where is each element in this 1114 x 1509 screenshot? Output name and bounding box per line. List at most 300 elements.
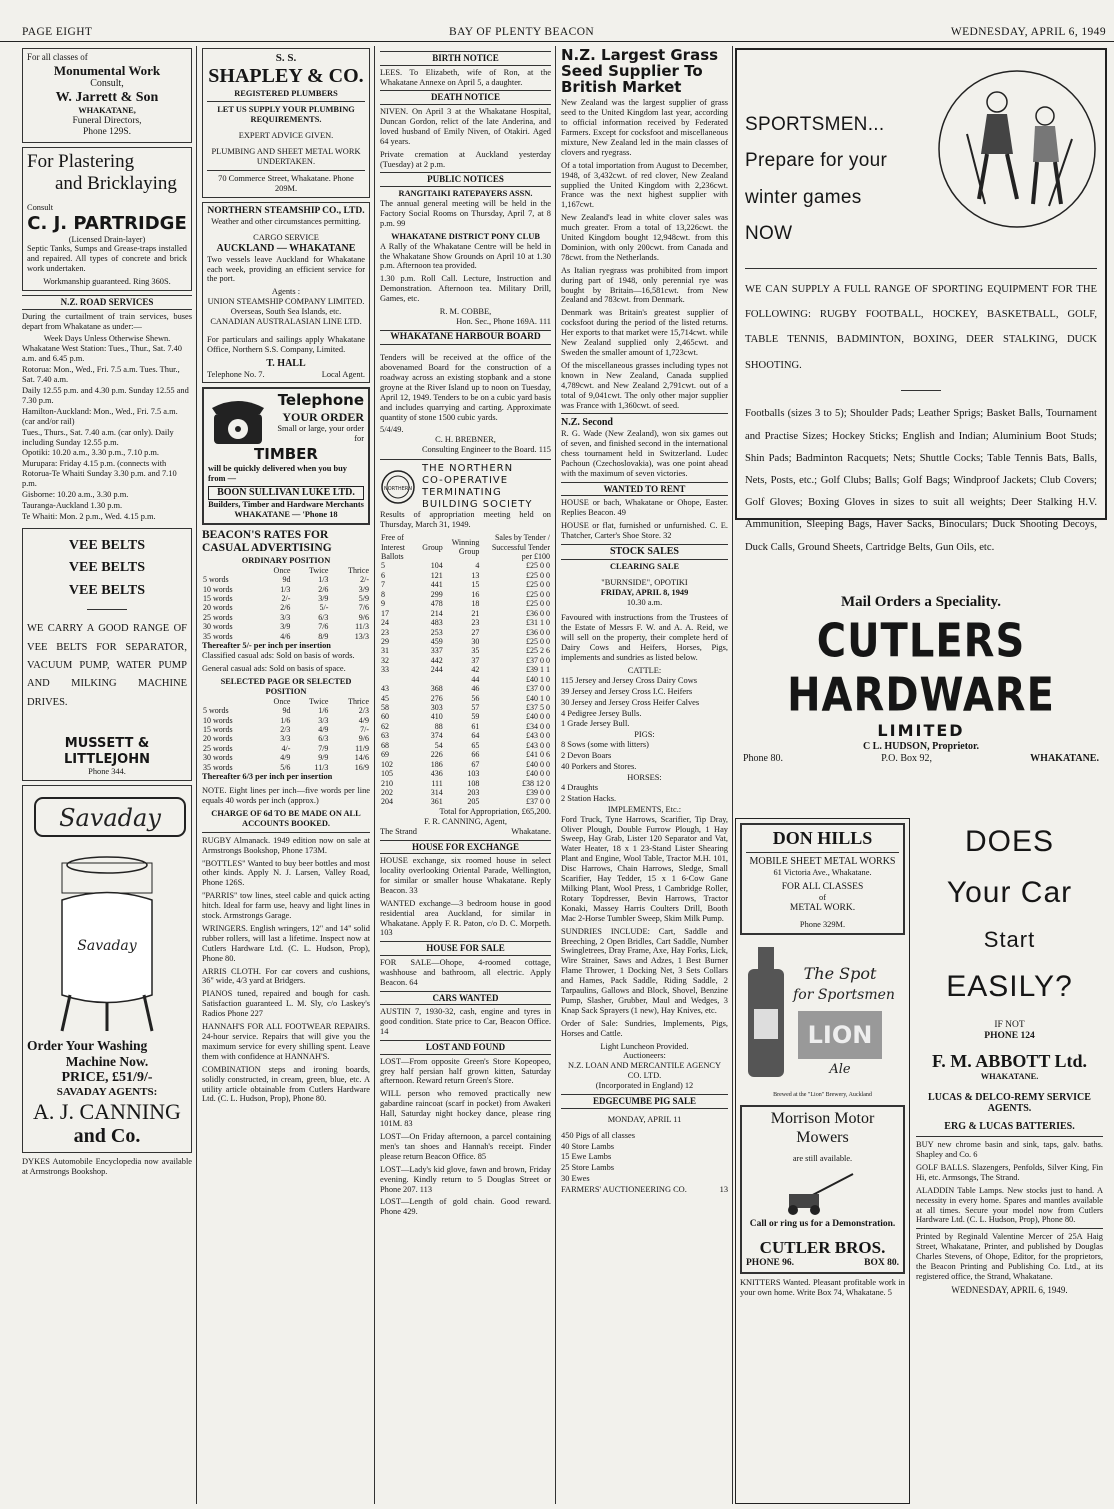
article-paragraph: As Italian ryegrass was prohibited from import during part of 1948, only perennial rye was bought by Britain—16,581cwt. from New Zealand and 783cwt. from Denmark. <box>561 265 728 305</box>
rates-row <box>202 725 370 734</box>
savaday-ad <box>22 785 192 1153</box>
classified-ad: HOUSE exchange, six roomed house in select locality overlooking Oriental Parade, Wellington, for similar or smaller house Whakatane. Reply Beacon. 33 <box>380 856 551 895</box>
rates-row <box>202 706 370 715</box>
table-cell: 57 <box>471 703 480 712</box>
issue-date: WEDNESDAY, APRIL 6, 1949 <box>950 26 1106 38</box>
table-cell: 60 <box>381 712 389 722</box>
table-cell: 442 <box>430 655 443 665</box>
rates-note: Thereafter 5/- per inch per insertion <box>202 641 331 651</box>
classified-ad: WRINGERS. English wringers, 12" and 14" solid rubber rollers, will last a lifetime. Inspect now at Cutlers Hardware Ltd. (C. L. Hudson, Prop), Phone 80. <box>202 923 370 963</box>
table-cell: £37 5 0 <box>526 703 550 712</box>
section-title: CARS WANTED <box>380 991 551 1006</box>
appropriation-row <box>380 637 551 646</box>
ad-text: Workmanship guaranteed. Ring 360S. <box>43 277 171 287</box>
table-cell: £37 0 0 <box>526 655 550 665</box>
table-cell: 2/3 <box>358 706 369 716</box>
table-cell: 29 <box>381 636 389 646</box>
divider <box>916 1228 1103 1229</box>
appropriation-row <box>380 741 551 750</box>
ad-firm: CUTLERS HARDWARE <box>787 614 1055 722</box>
article-paragraph: New Zealand was the largest supplier of grass seed to the United Kingdom last year, according to official information received by Federated Farmers. Except for cocksfoot and miscellaneous mixture, New Zealand led in the main classes of clovers and ryegrass. <box>561 98 728 157</box>
table-cell: 61 <box>471 721 480 731</box>
printer-imprint: Printed by Reginald Valentine Mercer of 25A Haig Street, Whakatane, Printer, and published by Douglas Charles Stevens, of Ohope, Editor, for the proprietors, the Beacon Printing and Publishing Co. Ltd., at its registered office, the Strand, Whakatane. <box>916 1232 1103 1281</box>
rates-note: Classified casual ads: Sold on basis of words. <box>202 651 355 661</box>
table-cell: 15 words <box>203 724 233 734</box>
classified-ad: KNITTERS Wanted. Pleasant profitable work in your own home. Write Box 74, Whakatane. 5 <box>740 1278 905 1298</box>
article-paragraph: Denmark was Britain's greatest supplier of cocksfoot during the period of the listed returns. Her exports to that market were 15,714cwt. while New Zealand supplied only 2,465cwt. and Sweden the smaller amount of 1,723cwt. <box>561 308 728 357</box>
rates-row <box>202 753 370 762</box>
ad-heading: AUCKLAND — WHAKATANE <box>216 242 356 254</box>
table-cell: 25 words <box>203 612 233 622</box>
ad-address: BOX 80. <box>864 1258 899 1269</box>
ad-text: WE CAN SUPPLY A FULL RANGE OF SPORTING EQUIPMENT FOR THE FOLLOWING: RUGBY FOOTBALL, HOCKEY, BASKETBALL, GOLF, TABLE TENNIS, BADMINTON, BOXING, DEER STALKING, DUCK SHOOTING. <box>745 283 1097 371</box>
sale-lot: 8 Sows (some with litters) <box>561 740 649 750</box>
sale-lot: 4 Pedigree Jersey Bulls. <box>561 708 642 718</box>
classified-list <box>916 1140 1103 1225</box>
timetable-line: Tauranga-Auckland 1.30 p.m. <box>22 500 123 510</box>
table-cell: 37 <box>471 655 480 665</box>
table-cell: 58 <box>381 703 389 712</box>
section-title: WANTED TO RENT <box>561 482 728 497</box>
sale-category: CATTLE: <box>627 665 662 675</box>
table-cell: 214 <box>430 608 443 618</box>
divider <box>202 832 370 833</box>
monumental-ad <box>22 48 192 143</box>
table-cell: 202 <box>381 787 393 797</box>
table-cell: 5 words <box>203 706 229 716</box>
table-cell: 5 <box>381 561 385 571</box>
table-cell: £36 0 0 <box>526 608 550 618</box>
table-cell: 20 words <box>203 734 233 744</box>
table-cell: 65 <box>471 740 480 750</box>
table-cell: 30 <box>471 636 480 646</box>
table-cell: 67 <box>471 759 480 769</box>
mowers-contact <box>746 1258 899 1269</box>
table-header-cell: Thrice <box>348 565 369 575</box>
table-cell: 204 <box>381 797 393 807</box>
table-cell: 7/6 <box>318 622 329 632</box>
appropriation-row <box>380 731 551 740</box>
appropriation-row <box>380 609 551 618</box>
notice-signature: Hon. Sec., Phone 169A. 111 <box>456 316 551 326</box>
column-7 <box>912 808 1107 1504</box>
table-header-row <box>202 697 370 706</box>
sale-lot: 39 Jersey and Jersey Cross I.C. Heifers <box>561 686 693 696</box>
ad-heading: winter games <box>745 186 862 208</box>
rates-row <box>202 716 370 725</box>
sale-lot: 4 Draughts <box>561 782 598 792</box>
table-cell: £37 0 0 <box>526 797 550 807</box>
timetable-line: Te Whaiti: Mon. 2 p.m., Wed. 4.15 p.m. <box>22 511 156 521</box>
table-cell: £40 1 0 <box>526 674 550 684</box>
table-header-cell: Twice <box>309 565 329 575</box>
hockey-players-illustration <box>937 54 1097 244</box>
table-header-cell: Thrice <box>348 696 369 706</box>
section-title: N.Z. ROAD SERVICES <box>22 295 192 310</box>
sale-heading: CLEARING SALE <box>609 561 680 571</box>
timber-ad-text <box>272 392 364 446</box>
appropriation-row <box>380 675 551 684</box>
table-cell: 4/9 <box>358 715 369 725</box>
table-cell: 63 <box>381 731 389 741</box>
auctioneer-name: FARMERS' AUCTIONEERING CO. <box>561 1185 687 1195</box>
timetable-line: Tues., Thurs., Sat. 7.40 a.m. (car only). Daily including Sunday 12.55 p.m. <box>22 427 174 447</box>
ad-heading: Your Car <box>946 876 1073 910</box>
society-name <box>422 463 532 510</box>
table-cell: 276 <box>430 693 443 703</box>
ad-text: UNION STEAMSHIP COMPANY LIMITED. <box>207 297 365 307</box>
article-paragraph: New Zealand's lead in white clover sales was much greater. From a total of 13,226cwt. the United Kingdom bought 12,948cwt. from this Dominion, with only 200cwt. from Canada and 78cwt. from the Netherlands. <box>561 213 728 262</box>
appropriation-row <box>380 665 551 674</box>
ad-number: 13 <box>719 1185 728 1195</box>
ad-text: CARGO SERVICE <box>253 232 319 242</box>
society-name-line: BUILDING SOCIETY <box>422 498 533 510</box>
appropriation-row <box>380 712 551 721</box>
ad-text: S. S. <box>275 52 297 64</box>
ad-text: PLUMBING AND SHEET METAL WORK UNDERTAKEN. <box>211 147 361 167</box>
classified-ad: GOLF BALLS. Slazengers, Penfolds, Silver King, Fin Hi, etc. Armsongs, The Strand. <box>916 1162 1103 1182</box>
rates-note: CHARGE OF 6d TO BE MADE ON ALL ACCOUNTS BOOKED. <box>211 808 361 828</box>
appropriation-row <box>380 561 551 570</box>
sports-ad-slogan <box>745 54 887 260</box>
rates-row <box>202 585 370 594</box>
ad-phone: Phone 344. <box>88 766 126 776</box>
table-cell: 203 <box>467 787 480 797</box>
ad-firm: A. J. CANNING <box>33 1099 181 1125</box>
table-cell: 7/6 <box>358 603 369 613</box>
table-cell: 13/3 <box>354 631 369 641</box>
sale-text: Order of Sale: Sundries, Implements, Pigs, Horses and Cattle. <box>561 1018 728 1038</box>
table-cell: 18 <box>471 599 480 609</box>
ad-heading: NOW <box>745 223 793 245</box>
notice-text: Tenders will be received at the office of the abovenamed Board for the construction of a roadway across an existing stopbank and a stone groyne at the River Island up to noon on Tuesday, April 12, 1949. Tenders to be on a cubic yard basis and includes quarrying and carting. Approximate quantity of stone 1500 cubic yards. <box>380 353 551 422</box>
masthead: BAY OF PLENTY BEACON <box>449 26 595 38</box>
ad-text: LUCAS & DELCO-REMY SERVICE AGENTS. <box>928 1091 1091 1115</box>
ad-heading: Start <box>983 926 1036 952</box>
ad-text: C L. HUDSON, Proprietor. <box>862 740 980 752</box>
classified-ad: LOST—Lady's kid glove, fawn and brown, Friday evening. Kindly return to 5 Douglas Street or Phone 207. 113 <box>380 1164 551 1194</box>
rates-note: NOTE. Eight lines per inch—five words per line equals 40 words per inch (approx.) <box>202 786 370 805</box>
table-cell: £25 0 0 <box>526 580 550 590</box>
classified-ad: LOST—From opposite Green's Store Kopeopeo, grey half persian half grown kitten, Saturday afternoon. Reward return Green's Store. <box>380 1056 551 1086</box>
table-cell: 108 <box>467 778 480 788</box>
ad-text: REGISTERED PLUMBERS <box>234 88 338 98</box>
table-cell: 121 <box>430 570 443 580</box>
divider <box>916 1136 1103 1137</box>
table-cell: £36 0 0 <box>526 627 550 637</box>
sale-date: FRIDAY, APRIL 8, 1949 <box>600 587 689 597</box>
ad-heading: VEE BELTS <box>68 537 146 553</box>
timetable-line: Opotiki: 10.20 a.m., 3.30 p.m., 7.10 p.m. <box>22 448 160 458</box>
ad-heading: For Plastering <box>27 150 135 172</box>
classified-list <box>202 836 370 1105</box>
table-cell: 3/3 <box>280 734 291 744</box>
table-cell: 4/9 <box>318 724 329 734</box>
ad-firm: NORTHERN STEAMSHIP CO., LTD. <box>207 205 365 216</box>
table-cell: 11/9 <box>355 743 369 753</box>
classified-ad: DYKES Automobile Encyclopedia now available at Armstrongs Bookshop. <box>22 1156 192 1176</box>
sports-ad-top <box>745 54 1097 260</box>
rates-note: General casual ads: Sold on basis of space. <box>202 663 346 673</box>
ad-firm: SHAPLEY & CO. <box>208 64 364 87</box>
appropriation-row <box>380 571 551 580</box>
timber-ad-top <box>208 392 364 446</box>
ad-heading: EASILY? <box>946 969 1073 1003</box>
shapley-ad <box>202 48 370 198</box>
ad-agent: T. HALL <box>266 357 306 369</box>
table-header-cell: Once <box>273 565 291 575</box>
table-cell: 25 words <box>203 743 233 753</box>
table-header-cell: Once <box>273 696 291 706</box>
table-cell: 30 words <box>203 753 233 763</box>
table-cell: 361 <box>430 797 443 807</box>
table-cell: £38 12 0 <box>522 778 550 788</box>
rates-row <box>202 734 370 743</box>
lion-ale-ad <box>740 939 905 1089</box>
notice-signature: Consulting Engineer to the Board. 115 <box>421 445 551 455</box>
table-cell: £40 0 0 <box>526 712 550 722</box>
table-cell: 5/9 <box>358 593 369 603</box>
page-header <box>0 0 1114 42</box>
table-cell: 10 words <box>203 715 233 725</box>
page-number: PAGE EIGHT <box>22 26 93 38</box>
notice-text: NIVEN. On April 3 at the Whakatane Hospital, Duncan Gordon, relict of the late Anderina, and loved husband of Emily Niven, of Otakiri. Aged 64 years. <box>380 107 551 146</box>
ad-town: WHAKATANE. <box>1030 752 1099 764</box>
section-title: BIRTH NOTICE <box>380 51 551 66</box>
plastering-ad <box>22 147 192 291</box>
classified-ad: BUY new chrome basin and sink, taps, galv. baths. Shapley and Co. 6 <box>916 1140 1103 1159</box>
appropriation-row <box>380 779 551 788</box>
rates-row <box>202 575 370 584</box>
ad-text: ERG & LUCAS BATTERIES. <box>944 1121 1075 1133</box>
table-cell: 111 <box>431 778 443 788</box>
ad-text: are still available. <box>792 1153 853 1163</box>
auctioneer-name: N.Z. LOAN AND MERCANTILE AGENCY CO. LTD. <box>567 1061 722 1081</box>
divider <box>745 268 1097 269</box>
table-cell: 483 <box>430 618 443 628</box>
classified-ad: WANTED exchange—3 bedroom house in good residential area Auckland, for similar in Whakatane. Apply F. R. Paton, c/o D. C. Morpeth. 103 <box>380 898 551 938</box>
timetable-line: Hamilton-Auckland: Mon., Wed., Fri. 7.5 a.m. (car and/or rail) <box>22 406 178 426</box>
lion-label: LION <box>807 1021 873 1050</box>
advertising-rates <box>202 529 370 829</box>
table-header-cell <box>202 697 258 706</box>
table-cell: £31 1 0 <box>526 618 550 628</box>
savaday-logo-text: Savaday <box>59 803 161 832</box>
table-header-cell: Winning Group <box>451 537 480 557</box>
table-cell: 105 <box>381 769 393 779</box>
ad-address: P.O. Box 92, <box>881 752 933 764</box>
table-cell: £39 0 0 <box>526 787 550 797</box>
sale-category: HORSES: <box>627 773 662 783</box>
notice-text: LEES. To Elizabeth, wife of Ron, at the Whakatane Annexe on April 5, a daughter. <box>380 67 551 87</box>
table-cell: 59 <box>471 712 480 722</box>
table-cell: 2/6 <box>280 603 291 613</box>
ad-heading: SPORTSMEN... <box>745 114 885 135</box>
table-cell: 1/6 <box>318 706 329 716</box>
article-headline: N.Z. Largest Grass Seed Supplier To British Market <box>561 46 719 96</box>
article-text: During the curtailment of train services, buses depart from Whakatane as under:— <box>22 311 192 331</box>
ad-firm: and Co. <box>73 1125 141 1148</box>
agent-town: Whakatane. <box>511 826 551 836</box>
rates-row <box>202 594 370 603</box>
notice-date: 5/4/49. <box>380 425 404 435</box>
table-cell: £40 0 0 <box>526 759 550 769</box>
section-title: HOUSE FOR EXCHANGE <box>380 840 551 855</box>
ad-text: (Licensed Drain-layer) <box>68 234 146 244</box>
auctioneer-line <box>561 1185 728 1195</box>
ad-heading: Mail Orders a Speciality. <box>841 594 1001 610</box>
classified-ad: AUSTIN 7, 1930-32, cash, engine and tyres in good condition. State price to Car, Beacon Office. 14 <box>380 1007 551 1037</box>
section-title: WHAKATANE HARBOUR BOARD <box>380 330 551 345</box>
vee-belts-ad <box>22 528 192 781</box>
ad-firm: F. M. ABBOTT Ltd. <box>931 1050 1088 1071</box>
table-cell: 210 <box>381 778 393 788</box>
sale-lot: 40 Store Lambs <box>561 1141 615 1151</box>
classified-ad: PIANOS tuned, repaired and bough for cash. Satisfaction guaranteed L. M. Sly, c/o Laskey's Radios Phone 227 <box>202 989 370 1019</box>
ad-text: Septic Tanks, Sumps and Grease-traps installed and repaired. All types of concrete and brick work undertaken. <box>27 244 187 274</box>
article-paragraph: Of a total importation from August to December, 1948, of 3,432cwt. of red clover, New Zealand supplied the United Kingdom with 2,236cwt. France was the next highest supplier with 1,167cwt. <box>561 160 728 210</box>
sale-lot: 2 Devon Boars <box>561 751 612 761</box>
appropriation-row <box>380 684 551 693</box>
table-cell <box>380 675 421 684</box>
ad-text: will be quickly delivered when you buy from — <box>208 464 347 484</box>
table-cell: 45 <box>381 693 389 703</box>
ad-text: Small or large, your order for <box>277 424 364 444</box>
table-cell: 186 <box>430 759 443 769</box>
sale-text: Light Luncheon Provided. <box>600 1041 689 1051</box>
classified-ad: COMBINATION steps and ironing boards, solidly constructed, in cream, green, blue, etc. A utility article obtainable from Cutlers Hardware Ltd. (C. L. Hudson, Prop), Phone 80. <box>202 1064 370 1104</box>
appropriation-row <box>380 750 551 759</box>
society-name-line: THE NORTHERN <box>422 463 514 475</box>
table-cell: 102 <box>381 759 393 769</box>
classified-ad: ALADDIN Table Lamps. New stocks just to hand. A necessity in every home. Spares and mantles available at all times. Secure your model now from Cutlers Hardware Ltd. (C. L. Hudson, Prop), Phone 80. <box>916 1185 1103 1225</box>
telephone-illustration <box>208 392 268 446</box>
ad-firm: W. Jarrett & Son <box>55 89 159 105</box>
ad-heading: Telephone <box>277 391 364 410</box>
table-cell: 103 <box>467 769 480 779</box>
sale-lot: 15 Ewe Lambs <box>561 1152 612 1162</box>
table-cell: 9d <box>282 706 291 716</box>
table-cell: 16 <box>471 589 480 599</box>
appropriation-row <box>380 580 551 589</box>
table-cell: 9/9 <box>318 753 329 763</box>
table-cell: 299 <box>430 589 443 599</box>
ad-firm: DON HILLS <box>772 828 873 848</box>
table-cell: 13 <box>471 570 480 580</box>
rates-row <box>202 744 370 753</box>
ad-phone: WHAKATANE — 'Phone 18 <box>234 509 338 519</box>
notice-signature <box>380 827 551 837</box>
ad-phone: PHONE 96. <box>746 1258 795 1269</box>
appropriation-row <box>380 797 551 806</box>
table-cell: 226 <box>430 750 443 760</box>
table-cell: 66 <box>471 750 480 760</box>
rates-row <box>202 632 370 641</box>
article-paragraph: Of the miscellaneous grasses including types not known in New Zealand, Canada supplied 4,789cwt. and New Zealand 2,791cwt. out of a total of 9,041cwt. The only other major supplier was France with 1,360cwt. of seed. <box>561 360 728 410</box>
table-cell: 337 <box>430 646 443 656</box>
ad-text: LET US SUPPLY YOUR PLUMBING REQUIREMENTS. <box>217 105 355 125</box>
timetable-line: Rotorua: Mon., Wed., Fri. 7.5 a.m. Tues. Thur., Sat. 7.40 a.m. <box>22 365 180 385</box>
ad-phone: Phone 129S. <box>82 127 132 138</box>
ad-text: Builders, Timber and Hardware Merchants <box>208 499 364 509</box>
ad-text: SAVADAY AGENTS: <box>56 1086 158 1099</box>
sale-place: "BURNSIDE", OPOTIKI <box>601 577 688 587</box>
table-cell: 6/3 <box>318 612 329 622</box>
rates-note: Thereafter 6/3 per inch per insertion <box>202 772 333 782</box>
table-cell: 4/9 <box>280 753 291 763</box>
table-cell: 24 <box>381 618 389 628</box>
divider <box>207 101 365 102</box>
ad-firm: C. J. PARTRIDGE <box>27 213 187 235</box>
table-cell: 16/9 <box>354 762 369 772</box>
table-cell: 35 <box>471 646 480 656</box>
ad-firm: BOON SULLIVAN LUKE LTD. <box>208 486 364 500</box>
appropriation-row <box>380 628 551 637</box>
appropriation-row <box>380 646 551 655</box>
table-cell: 2/- <box>281 593 291 603</box>
table-cell: 436 <box>430 769 443 779</box>
table-header-row <box>202 566 370 575</box>
notice-text: 1.30 p.m. Roll Call. Lecture, Instruction and Demonstration. Afternoon tea. Military Drill, Games, etc. <box>380 274 551 304</box>
notice-heading: WHAKATANE DISTRICT PONY CLUB <box>391 231 540 241</box>
ad-phone: Phone 80. <box>743 752 783 764</box>
table-cell: £40 1 0 <box>526 693 550 703</box>
ad-text: Local Agent. <box>321 369 365 379</box>
table-cell: 23 <box>471 618 480 628</box>
table-cell: 20 words <box>203 603 233 613</box>
table-cell: £37 0 0 <box>526 684 550 694</box>
ad-text: Funeral Directors, <box>72 116 142 127</box>
table-cell: 410 <box>430 712 443 722</box>
ad-address: 70 Commerce Street, Whakatane. Phone 209M. <box>218 174 354 193</box>
table-cell: 31 <box>381 646 389 656</box>
article-text: Week Days Unless Otherwise Shewn. <box>43 334 171 344</box>
table-cell: £25 0 0 <box>526 570 550 580</box>
imprint-date: WEDNESDAY, APRIL 6, 1949. <box>951 1284 1068 1295</box>
society-seal-text: NORTHERN <box>384 485 412 492</box>
sale-lot: 1 Grade Jersey Bull. <box>561 719 630 729</box>
notice-text: Total for Appropriation, £65,200. <box>439 806 551 816</box>
auctioneer-name: (Incorporated in England) 12 <box>595 1081 694 1091</box>
table-cell: £25 0 0 <box>526 561 550 571</box>
table-cell: 64 <box>471 731 480 741</box>
rates-table-ordinary <box>202 566 370 642</box>
ad-heading: YOUR ORDER <box>282 410 364 425</box>
mowers-ad <box>740 1105 905 1274</box>
section-title: PUBLIC NOTICES <box>380 172 551 187</box>
cutlers-ad <box>735 594 1107 809</box>
appropriation-row <box>380 722 551 731</box>
table-cell: £25 2 6 <box>526 646 550 656</box>
table-cell: 44 <box>471 674 480 684</box>
timetable-line: Daily 12.55 p.m. and 4.30 p.m. Sunday 12.55 and 7.30 p.m. <box>22 386 189 405</box>
classified-ad: RUGBY Almanack. 1949 edition now on sale at Armstrongs Bookshop, Phone 173M. <box>202 835 370 855</box>
appropriation-row <box>380 788 551 797</box>
table-cell: 2/3 <box>280 724 291 734</box>
appropriation-row <box>380 760 551 769</box>
table-cell: 7/9 <box>318 743 329 753</box>
classified-ad: LOST—Length of gold chain. Good reward. Phone 429. <box>380 1197 551 1217</box>
table-cell: 314 <box>430 787 443 797</box>
table-cell: 7/- <box>360 724 369 734</box>
table-cell: 88 <box>434 721 443 731</box>
lion-slogan-line: The Spot <box>803 964 877 984</box>
table-cell: 56 <box>471 693 480 703</box>
divider <box>87 609 127 610</box>
table-header-cell: Free of Interest Ballots <box>381 533 405 561</box>
notice-text: The annual general meeting will be held in the Factory Social Rooms on Thursday, April 7, at 8 p.m. 99 <box>380 198 551 228</box>
ad-caption: Brewed at the "Lion" Brewery, Auckland <box>773 1092 872 1099</box>
